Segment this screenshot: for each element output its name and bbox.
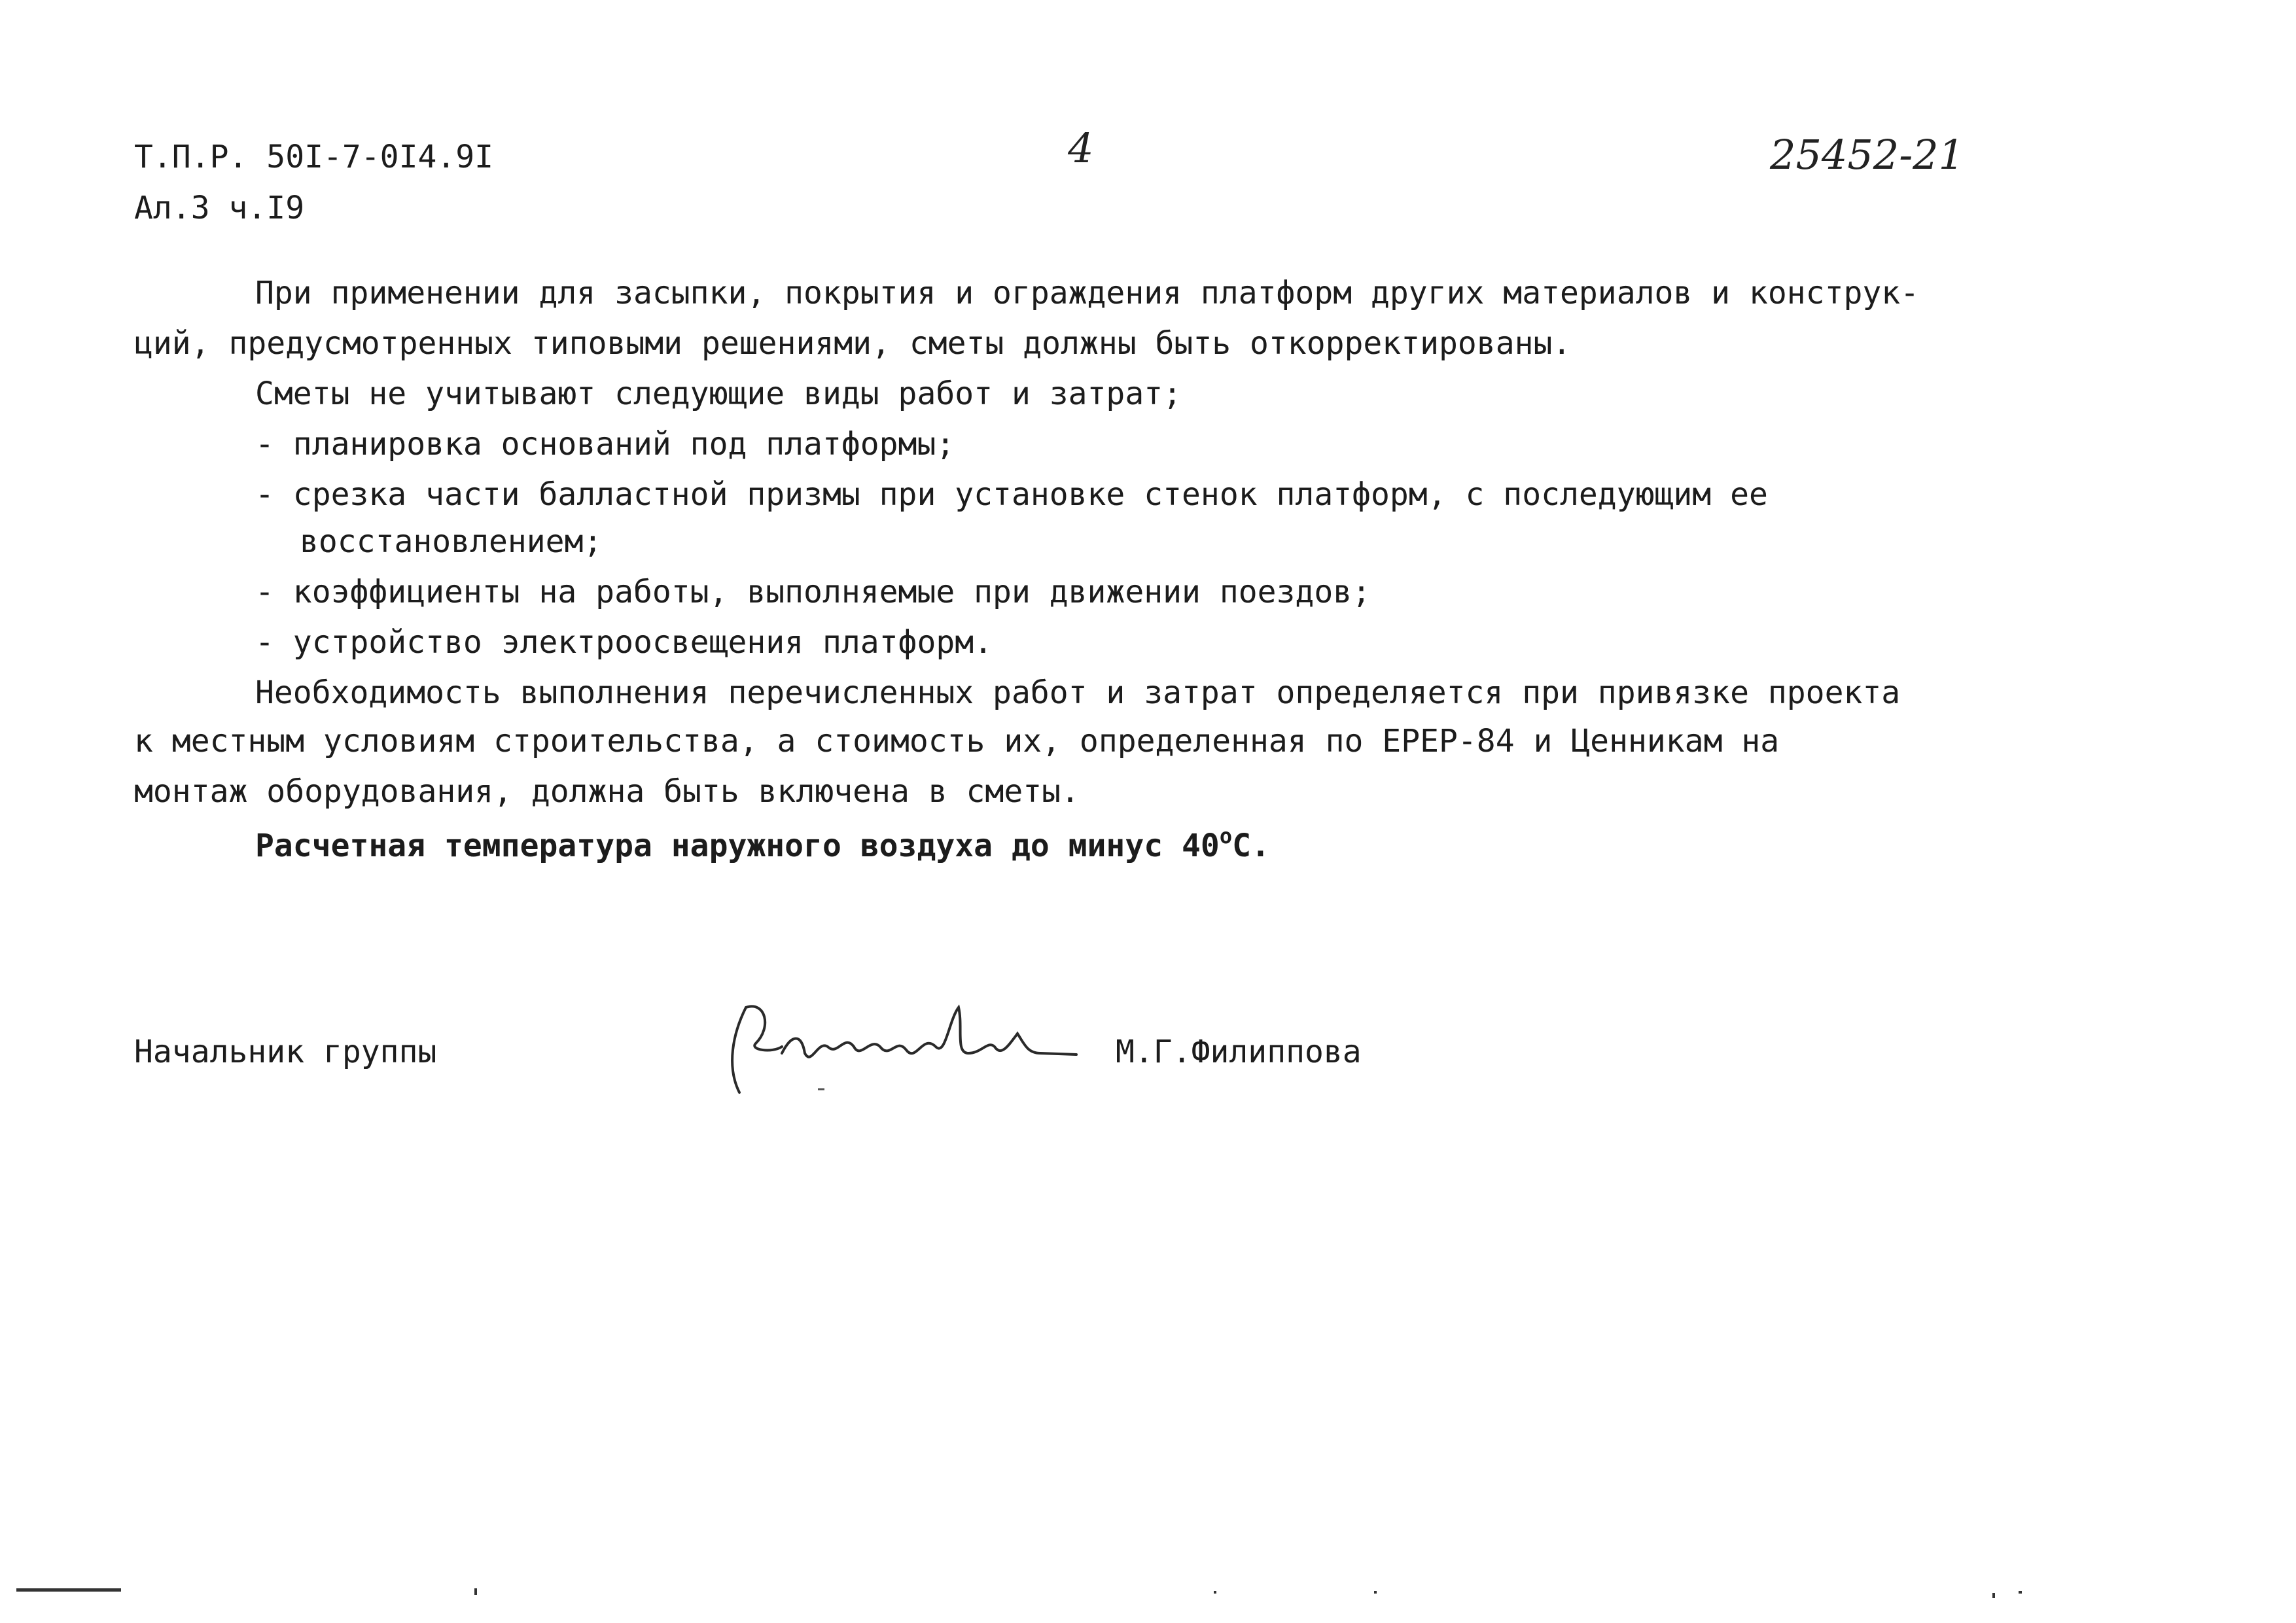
body-line: Сметы не учитывают следующие виды работ и затрат; xyxy=(255,375,1182,412)
temperature-text: Расчетная температура наружного воздуха до минус 40 xyxy=(255,828,1220,864)
handwritten-signature xyxy=(720,981,1086,1106)
scan-artifact xyxy=(1374,1591,1377,1594)
temperature-unit: С. xyxy=(1232,828,1270,864)
list-item: - планировка оснований под платформы; xyxy=(255,426,955,462)
scan-artifact xyxy=(1992,1593,1995,1598)
scan-artifact xyxy=(2019,1591,2022,1594)
list-item: - срезка части балластной призмы при установке стенок платформ, с последующим ее xyxy=(255,476,1768,513)
signature-drawing xyxy=(720,981,1086,1106)
list-item: - коэффициенты на работы, выполняемые при движении поездов; xyxy=(255,574,1371,610)
temperature-line xyxy=(255,824,1270,864)
body-line: Необходимость выполнения перечисленных работ и затрат определяется при привязке проекта xyxy=(255,674,1901,711)
scan-artifact xyxy=(474,1588,477,1595)
body-line: к местным условиям строительства, а стоимость их, определенная по ЕРЕР-84 и Ценникам на xyxy=(134,723,1780,759)
scan-artifact xyxy=(16,1588,121,1592)
page-number: 4 xyxy=(1068,124,1094,172)
doc-code: Т.П.Р. 50I-7-0I4.9I xyxy=(134,139,494,175)
list-item-continuation: восстановлением; xyxy=(300,523,603,560)
signatory-name: М.Г.Филиппова xyxy=(1116,1034,1362,1070)
body-line: монтаж оборудования, должна быть включена в сметы. xyxy=(134,773,1080,810)
inventory-number: 25452-21 xyxy=(1770,131,1965,179)
body-line: При применении для засыпки, покрытия и ограждения платформ других материалов и конструк- xyxy=(255,275,1920,311)
body-line: ций, предусмотренных типовыми решениями, сметы должны быть откорректированы. xyxy=(134,325,1572,362)
scan-artifact xyxy=(1214,1591,1216,1594)
position-title: Начальник группы xyxy=(134,1034,437,1070)
degree-sign: o xyxy=(1219,824,1233,848)
album-part: Ал.3 ч.I9 xyxy=(134,190,305,226)
list-item: - устройство электроосвещения платформ. xyxy=(255,624,993,661)
